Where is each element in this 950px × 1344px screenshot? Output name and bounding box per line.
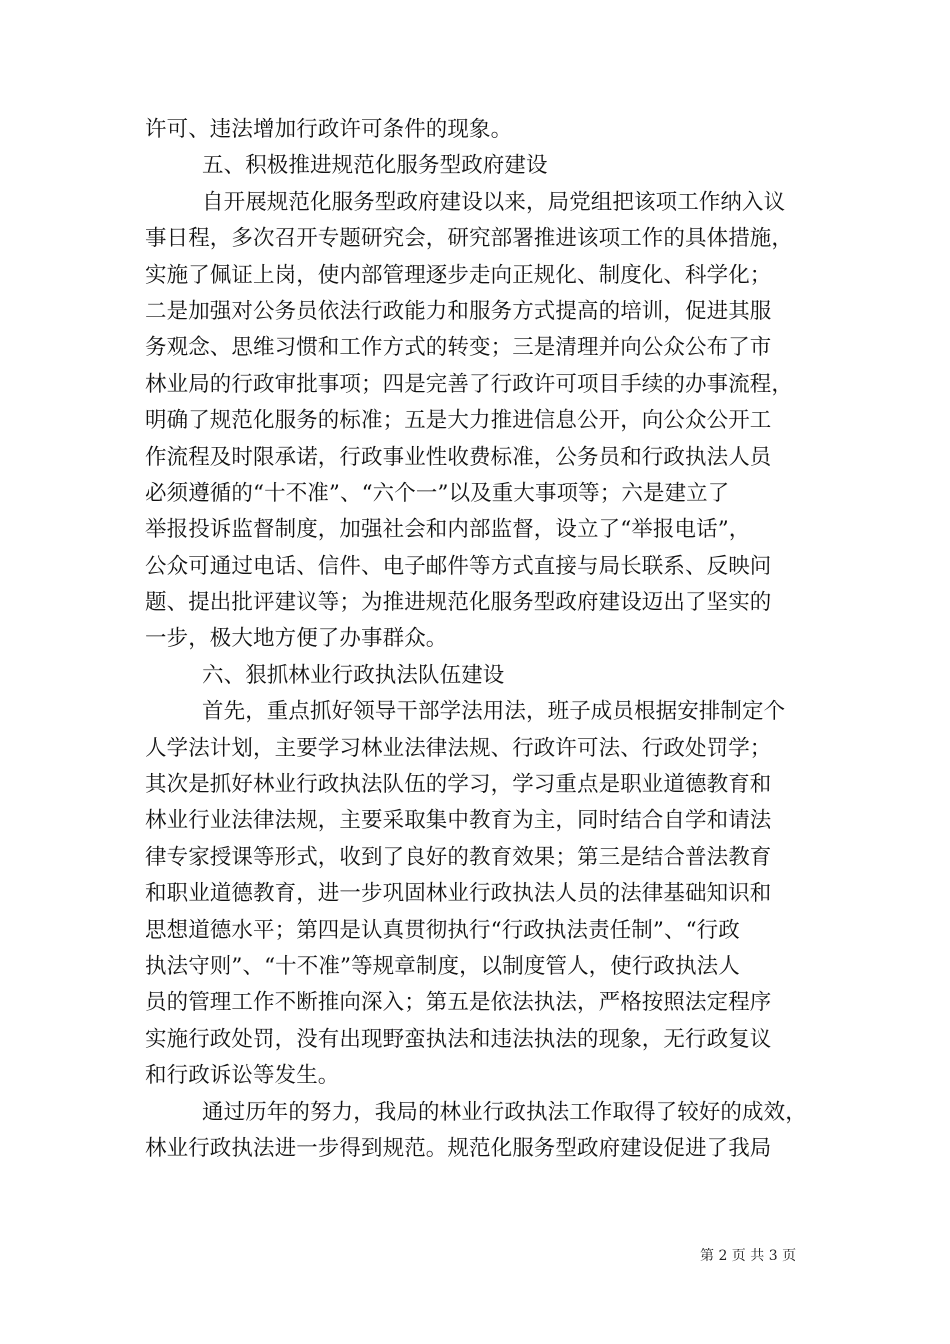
- page-number: 第 2 页 共 3 页: [700, 1248, 797, 1264]
- text-line: 和职业道德教育，进一步巩固林业行政执法人员的法律基础知识和: [145, 881, 772, 907]
- text-line: 员的管理工作不断推向深入；第五是依法执法，严格按照法定程序: [145, 990, 772, 1016]
- text-line: 实施行政处罚，没有出现野蛮执法和违法执法的现象，无行政复议: [145, 1026, 772, 1052]
- text-line: 作流程及时限承诺，行政事业性收费标准，公务员和行政执法人员: [145, 444, 772, 470]
- body-text: [145, 112, 810, 1167]
- text-line: 林业局的行政审批事项；四是完善了行政许可项目手续的办事流程，: [145, 371, 794, 397]
- text-line: 思想道德水平；第四是认真贯彻执行“行政执法责任制”、“行政: [145, 917, 740, 943]
- text-line: 林业行业法律法规，主要采取集中教育为主，同时结合自学和请法: [145, 808, 772, 834]
- section-heading: 五、积极推进规范化服务型政府建设: [202, 153, 548, 179]
- text-line: 林业行政执法进一步得到规范。规范化服务型政府建设促进了我局: [145, 1135, 772, 1161]
- text-line: 人学法计划，主要学习林业法律法规、行政许可法、行政处罚学；: [145, 735, 772, 761]
- text-line: 必须遵循的“十不准”、“六个一”以及重大事项等；六是建立了: [145, 480, 730, 506]
- text-line: 律专家授课等形式，收到了良好的教育效果；第三是结合普法教育: [145, 844, 772, 870]
- text-line: 和行政诉讼等发生。: [145, 1063, 340, 1089]
- text-line: 明确了规范化服务的标准；五是大力推进信息公开，向公众公开工: [145, 408, 772, 434]
- text-line: 通过历年的努力，我局的林业行政执法工作取得了较好的成效，: [202, 1099, 807, 1125]
- text-line: 公众可通过电话、信件、电子邮件等方式直接与局长联系、反映问: [145, 553, 772, 579]
- text-line: 举报投诉监督制度，加强社会和内部监督，设立了“举报电话”，: [145, 517, 751, 543]
- text-line: 执法守则”、“十不准”等规章制度，以制度管人，使行政执法人: [145, 953, 740, 979]
- text-line: 题、提出批评建议等；为推进规范化服务型政府建设迈出了坚实的: [145, 590, 772, 616]
- text-line: 自开展规范化服务型政府建设以来，局党组把该项工作纳入议: [202, 189, 786, 215]
- text-line: 许可、违法增加行政许可条件的现象。: [145, 117, 513, 142]
- section-heading: 六、狠抓林业行政执法队伍建设: [202, 662, 505, 688]
- text-line: 事日程，多次召开专题研究会，研究部署推进该项工作的具体措施，: [145, 226, 794, 252]
- text-line: 实施了佩证上岗，使内部管理逐步走向正规化、制度化、科学化；: [145, 262, 772, 288]
- text-line: 其次是抓好林业行政执法队伍的学习，学习重点是职业道德教育和: [145, 772, 772, 798]
- text-line: 二是加强对公务员依法行政能力和服务方式提高的培训，促进其服: [145, 298, 772, 324]
- text-line: 首先，重点抓好领导干部学法用法，班子成员根据安排制定个: [202, 699, 786, 725]
- text-line: 务观念、思维习惯和工作方式的转变；三是清理并向公众公布了市: [145, 335, 772, 361]
- text-line: 一步，极大地方便了办事群众。: [145, 626, 448, 652]
